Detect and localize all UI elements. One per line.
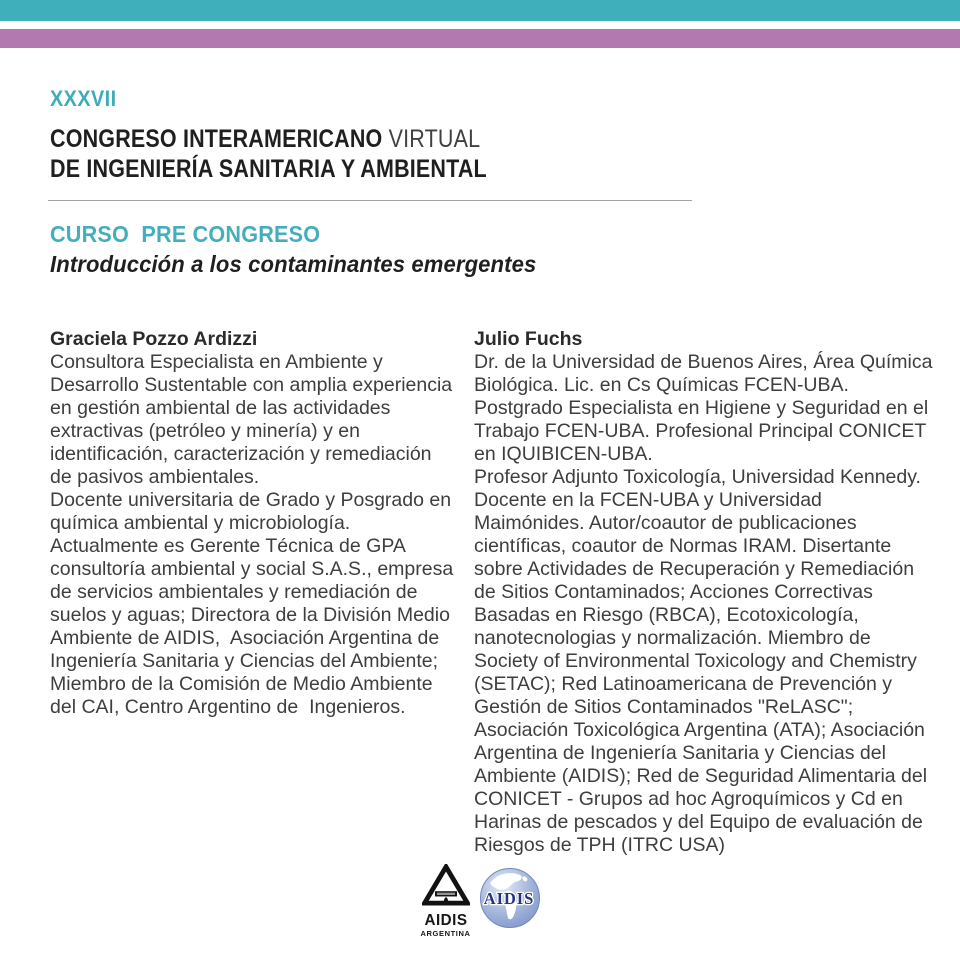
speaker-bio-right [474,328,936,857]
speaker-columns [50,328,936,857]
top-purple-bar [0,29,960,48]
aidis-globe-wordmark: AIDIS [483,888,534,908]
aidis-interamericana-logo [479,867,541,934]
speaker-bio-paragraph: Docente universitaria de Grado y Posgrado en química ambiental y microbiología. [50,489,457,534]
aidis-argentina-subtext: ARGENTINA [420,929,471,938]
speaker-name: Julio Fuchs [474,328,583,350]
course-name: Introducción a los contaminantes emergentes [50,251,537,277]
aidis-argentina-triangle-icon [422,864,470,906]
speaker-bio-paragraph: Consultora Especialista en Ambiente y Desarrollo Sustentable con amplia experiencia en gestión ambiental de las actividades extractivas (petróleo y minería) y en identificación, caracterización y remediación de pasivos ambientales. [50,351,458,488]
speaker-bio-paragraph: Dr. de la Universidad de Buenos Aires, Área Química Biológica. Lic. en Cs Químicas FCEN-UBA. Postgrado Especialista en Higiene y Seguridad en el Trabajo FCEN-UBA. Profesional Principal CONICET en IQUIBICEN-UBA. [474,351,938,465]
aidis-argentina-logo [420,864,472,938]
footer-logos [0,864,960,938]
speaker-bio-left [50,328,459,857]
speaker-bio-paragraph: Actualmente es Gerente Técnica de GPA consultoría ambiental y social S.A.S., empresa de servicios ambientales y remediación de suelos y aguas; Directora de la División Medio Ambiente de AIDIS, Asociación Argentina de Ingeniería Sanitaria y Ciencias del Ambiente; Miembro de la Comisión de Medio Ambiente del CAI, Centro Argentino de Ingenieros. [50,535,459,718]
aidis-argentina-wordmark: AIDIS [424,912,467,929]
course-label: CURSO PRE CONGRESO [50,221,321,247]
top-teal-bar [0,0,960,21]
congress-title [50,124,487,184]
header-divider [48,200,692,201]
speaker-name: Graciela Pozzo Ardizzi [50,328,258,350]
congress-title-bold: CONGRESO INTERAMERICANO [50,125,389,153]
aidis-globe-icon [479,867,541,929]
congress-title-line-2: DE INGENIERÍA SANITARIA Y AMBIENTAL [50,155,487,183]
congress-title-virtual: VIRTUAL [388,125,481,153]
congress-edition: XXXVII [50,86,117,111]
congress-title-line-1 [50,124,487,154]
speaker-bio-paragraph: Profesor Adjunto Toxicología, Universidad Kennedy. Docente en la FCEN-UBA y Universidad Maimónides. Autor/coautor de publicaciones científicas, coautor de Normas IRAM. Disertante sobre Actividades de Recuperación y Remediación de Sitios Contaminados; Acciones Correctivas Basadas en Riesgo (RBCA), Ecotoxicología, nanotecnologias y normalización. Miembro de Society of Environmental Toxicology and Chemistry (SETAC); Red Latinoamericana de Prevención y Gestión de Sitios Contaminados "ReLASC"; Asociación Toxicológica Argentina (ATA); Asociación Argentina de Ingeniería Sanitaria y Ciencias del Ambiente (AIDIS); Red de Seguridad Alimentaria del CONICET - Grupos ad hoc Agroquímicos y Cd en Harinas de pescados y del Equipo de evaluación de Riesgos de TPH (ITRC USA) [474,466,933,856]
